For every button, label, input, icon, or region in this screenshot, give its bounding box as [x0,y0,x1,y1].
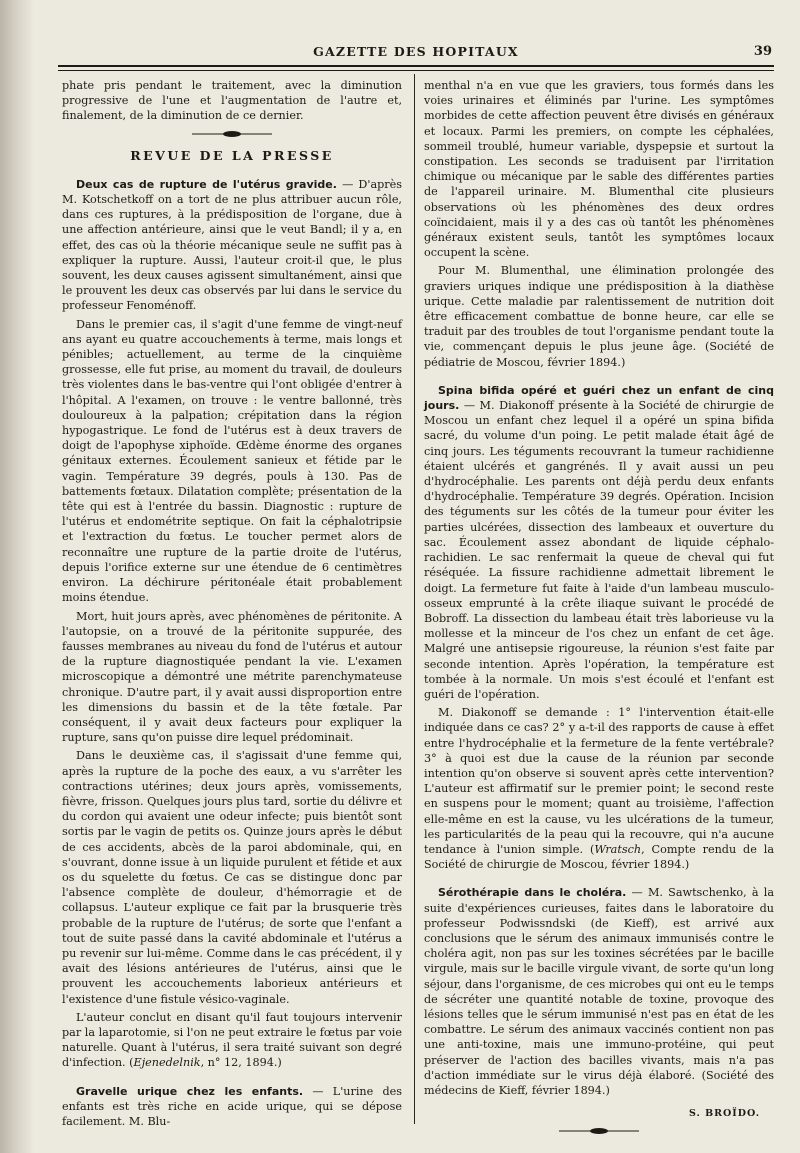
article-paragraph: Sérothérapie dans le choléra. — M. Sawtschenko, à la suite d'expériences curieuses, faites dans le laboratoire du professeur Podwissndski (de Kieff), est arrivé aux conclusions que le sérum des animaux immunisés contre le choléra agit, non pas sur les toxines sécrétées par le bacille virgule, mais sur le bacille virgule vivant, de sorte qu'un long séjour, dans l'organisme, de ces microbes qui ont eu le temps de sécréter une quantité notable de toxine, provoque des lésions telles que le sérum immunisé n'est pas en état de les combattre. Le sérum des animaux vaccinés contient non pas une anti-toxine, mais une immuno-protéine, qui peut préserver de l'action des bacilles vivants, mais n'a pas d'action immédiate sur le virus déjà élaboré. (Société des médecins de Kieff, février 1894.) [424,886,774,1097]
column-divider [414,74,415,1124]
spacer [62,1074,402,1084]
article-paragraph: Deux cas de rupture de l'utérus gravide. — D'après M. Kotschetkoff on a tort de ne plus attribuer aucun rôle, dans ces ruptures, à la prédisposition de l'organe, due à une affection antérieure, ainsi que le veut Bandl; il y a, en effet, des cas où la théorie mécanique seule ne suffit pas à expliquer la rupture. Aussi, l'auteur croit-il que, le plus souvent, les deux causes agissent simultanément, ainsi que le prouvent les deux cas observés par lui dans le service du professeur Fenoménoff. [62,177,402,313]
intro-paragraph: phate pris pendant le traitement, avec la diminution progressive de l'une et l'augmentation de l'autre et, finalement, de la diminution de ce dernier. [62,79,402,123]
article-paragraph: Dans le deuxième cas, il s'agissait d'une femme qui, après la rupture de la poche des eaux, a vu s'arrêter les contractions utérines; deux jours après, vomissements, fièvre, frisson. Quelques jours plus tard, sortie du délivre et du cordon qui avaient une odeur infecte; puis bientôt sont sortis par le vagin de petits os. Quinze jours après le début de ces accidents, abcès de la paroi abdominale, qui, en s'ouvrant, donne issue à un liquide purulent et fétide et aux os du squelette du fœtus. Ce cas se distingue donc par l'absence complète de douleur, d'hémorragie et de collapsus. L'auteur explique ce fait par la brusquerie très probable de la rupture de l'utérus; de sorte que l'enfant a tout de suite passé dans la cavité abdominale et l'utérus a pu revenir sur lui-même. Comme dans le cas précédent, il y avait des lésions antérieures de l'utérus, ainsi que le prouvent les accouchements laborieux antérieurs et l'existence d'une fistule vésico-vaginale. [62,749,402,1006]
section-title: REVUE DE LA PRESSE [130,147,334,163]
author-signature: S. BROÏDO. [688,1108,760,1120]
spacer [424,373,774,383]
spacer [424,875,774,885]
right-column [424,78,774,1139]
source-citation: Ejenedelnik [133,1056,201,1070]
article-paragraph: Dans le premier cas, il s'agit d'une femme de vingt-neuf ans ayant eu quatre accouchements à terme, mais longs et pénibles; actuellement, au terme de la cinquième grossesse, elle fut prise, au moment du travail, de douleurs très violentes dans le bas-ventre qui l'ont obligée d'entrer à l'hôpital. A l'examen, on trouve : le ventre ballonné, très douloureux à la palpation; crépitation dans la région hypogastrique. Le fond de l'utérus est à deux travers de doigt de l'apophyse xiphoïde. Œdème énorme des organes génitaux externes. Écoulement sanieux et fétide par le vagin. Température 39 degrés, pouls à 130. Pas de battements fœtaux. Dilatation complète; présentation de la tête qui est à l'entrée du bassin. Diagnostic : rupture de l'utérus et endométrite septique. On fait la céphalotripsie et l'extraction du fœtus. Le toucher permet alors de reconnaître une rupture de la partie droite de l'utérus, depuis l'orifice externe sur une étendue de 6 centimètres environ. La déchirure péritonéale était probablement moins étendue. [62,317,402,605]
article-paragraph: menthal n'a en vue que les graviers, tous formés dans les voies urinaires et éliminés par l'urine. Les symptômes morbides de cette affection peuvent être divisés en généraux et locaux. Parmi les premiers, on compte les céphalées, sommeil troublé, humeur variable, dyspepsie et surtout la constipation. Les seconds se traduisent par l'irritation chimique ou mécanique par le sable des différentes parties de l'appareil urinaire. M. Blumenthal cite plusieurs observations où les phénomènes des deux ordres coïncidaient, mais il y a des cas où tantôt les phénomènes généraux existent seuls, tantôt les symptômes locaux occupent la scène. [424,79,774,260]
left-column [62,78,402,1132]
header-rule-thin [58,70,774,71]
page-header [60,44,772,66]
article-title-uterus-rupture: Deux cas de rupture de l'utérus gravide. [76,177,337,191]
journal-title: GAZETTE DES HOPITAUX [313,44,519,59]
article-paragraph: Spina bifida opéré et guéri chez un enfant de cinq jours. — M. Diakonoff présente à la Société de chirurgie de Moscou un enfant chez lequel il a opéré un spina bifida sacré, du volume d'un poing. Le petit malade était âgé de cinq jours. Les téguments recouvrant la tumeur rachidienne étaient ulcérés et gangrénés. Il y avait aussi un peu d'hydrocéphalie. Les parents ont déjà perdu deux enfants d'hydrocéphalie. Température 39 degrés. Opération. Incision des téguments sur les côtés de la tumeur pour éviter les parties ulcérées, dissection des lambeaux et ouverture du sac. Écoulement assez abondant de liquide céphalo-rachidien. Le sac renfermait la queue de cheval qui fut réséquée. La fissure rachidienne admettait librement le doigt. La fermeture fut faite à l'aide d'un lambeau musculo-osseux emprunté à la crête iliaque suivant le procédé de Bobroff. La dissection du lambeau était très laborieuse vu la mollesse et la minceur de l'os chez un enfant de cet âge. Malgré une antisepsie rigoureuse, la réunion s'est faite par seconde intention. Après l'opération, la température est tombée à la normale. Un mois s'est écoulé et l'enfant est guéri de l'opération. [424,383,774,701]
article-paragraph: L'auteur conclut en disant qu'il faut toujours intervenir par la laparotomie, si l'on ne peut extraire le fœtus par voie naturelle. Quant à l'utérus, il sera traité suivant son degré d'infection. (Ejenedelnik, n° 12, 1894.) [62,1010,402,1070]
article-paragraph: Mort, huit jours après, avec phénomènes de péritonite. A l'autopsie, on a trouvé de la péritonite suppurée, des fausses membranes au niveau du fond de l'utérus et autour de la rupture diagnostiquée pendant la vie. L'examen microscopique a démontré une métrite parenchymateuse chronique. D'autre part, il y avait aussi disproportion entre les dimensions du bassin et de la tête fœtale. Par conséquent, il y avait deux facteurs pour expliquer la rupture, sans qu'on puisse dire lequel prédominait. [62,609,402,745]
article-paragraph: Pour M. Blumenthal, une élimination prolongée des graviers uriques indique une prédisposition à la diathèse urique. Cette maladie par ralentissement de nutrition doit être efficacement combattue de bonne heure, car elle se traduit par des troubles de tout l'organisme pendant toute la vie, commençant depuis le plus jeune âge. (Société de pédiatrie de Moscou, février 1894.) [424,264,774,369]
source-citation: Wratsch [594,842,642,856]
article-title-gravelle: Gravelle urique chez les enfants. [76,1084,304,1098]
end-ornament [559,1127,639,1135]
section-ornament [192,130,272,138]
binding-shadow [0,0,34,1153]
header-rule-thick [58,65,774,67]
article-paragraph: Gravelle urique chez les enfants. — L'urine des enfants est très riche en acide urique, qui se dépose facilement. M. Blu- [62,1084,403,1128]
article-paragraph: M. Diakonoff se demande : 1° l'intervention était-elle indiquée dans ce cas? 2° y a-t-il des rapports de cause à effet entre l'hydrocéphalie et la fermeture de la fente vertébrale? 3° à quoi est due la cause de la réunion par seconde intention qu'on observe si souvent après cette intervention? L'auteur est affirmatif sur le premier point; le second reste en suspens pour le moment; quant au troisième, l'affection elle-même en est la cause, vu les ulcérations de la tumeur, les particularités de la peau qui la recouvre, qui n'a aucune tendance à l'union simple. (Wratsch, Compte rendu de la Société de chirurgie de Moscou, février 1894.) [424,706,774,872]
article-title-spina-bifida: Spina bifida opéré et guéri chez un enfant de cinq jours. [424,383,774,413]
page-number: 39 [753,44,772,59]
article-title-serotherapie: Sérothérapie dans le choléra. [438,886,627,900]
